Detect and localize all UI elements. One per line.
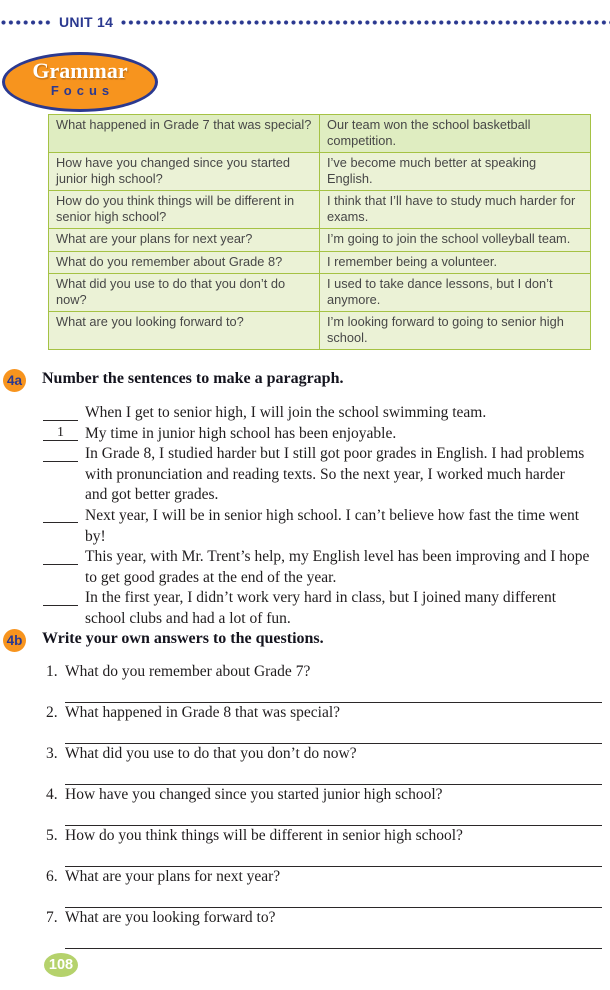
section-4b-title: Write your own answers to the questions. bbox=[42, 630, 324, 647]
table-question-cell: What do you remember about Grade 8? bbox=[49, 251, 320, 274]
question-text: What do you remember about Grade 7? bbox=[65, 663, 311, 680]
section-4b bbox=[0, 628, 610, 949]
section-4b-badge: 4b bbox=[3, 629, 26, 652]
section-4a bbox=[0, 368, 610, 630]
sentence-item bbox=[43, 588, 598, 629]
dotted-line bbox=[0, 19, 52, 26]
table-question-cell: What are your plans for next year? bbox=[49, 229, 320, 252]
sentence-item bbox=[43, 506, 598, 547]
table-row bbox=[49, 274, 591, 312]
section-4a-title: Number the sentences to make a paragraph. bbox=[42, 370, 344, 387]
unit-title: UNIT 14 bbox=[59, 14, 114, 30]
question-number: 2. bbox=[46, 704, 58, 721]
table-question-cell: What are you looking forward to? bbox=[49, 312, 320, 350]
question-line bbox=[46, 908, 602, 928]
table-row bbox=[49, 191, 591, 229]
question-line bbox=[46, 826, 602, 846]
dotted-line bbox=[120, 19, 610, 26]
answer-line-input[interactable] bbox=[65, 887, 602, 908]
answer-line-input[interactable] bbox=[65, 928, 602, 949]
question-block bbox=[46, 703, 602, 744]
sentence-text: In Grade 8, I studied harder but I still got poor grades in English. I had problems with pronunciation and reading texts. So the next year, I worked much harder and got better grades. bbox=[85, 445, 585, 504]
question-block bbox=[46, 908, 602, 949]
question-text: What are you looking forward to? bbox=[65, 909, 276, 926]
question-block bbox=[46, 744, 602, 785]
grammar-focus-subtitle: Focus bbox=[50, 83, 115, 98]
page-number-badge bbox=[44, 953, 78, 977]
table-row bbox=[49, 229, 591, 252]
table-answer-cell: I’m looking forward to going to senior high school. bbox=[320, 312, 591, 350]
question-text: How have you changed since you started junior high school? bbox=[65, 786, 443, 803]
table-question-cell: How do you think things will be different in senior high school? bbox=[49, 191, 320, 229]
grammar-table bbox=[48, 114, 591, 350]
question-line bbox=[46, 744, 602, 764]
answer-line-input[interactable] bbox=[65, 723, 602, 744]
answer-line-input[interactable] bbox=[65, 682, 602, 703]
sentence-list bbox=[43, 403, 598, 630]
grammar-focus-badge bbox=[2, 52, 158, 112]
sentence-item bbox=[43, 547, 598, 588]
number-blank-input[interactable] bbox=[43, 444, 78, 462]
sentence-text: In the first year, I didn’t work very hard in class, but I joined many different school clubs and had a lot of fun. bbox=[85, 589, 556, 627]
table-row bbox=[49, 115, 591, 153]
page-number: 108 bbox=[48, 957, 74, 973]
question-text: What happened in Grade 8 that was special? bbox=[65, 704, 341, 721]
table-row bbox=[49, 251, 591, 274]
question-number: 7. bbox=[46, 909, 58, 926]
sentence-text: My time in junior high school has been enjoyable. bbox=[85, 424, 397, 442]
answer-line-input[interactable] bbox=[65, 764, 602, 785]
question-block bbox=[46, 867, 602, 908]
question-text: What did you use to do that you don’t do now? bbox=[65, 745, 357, 762]
section-4a-badge: 4a bbox=[3, 369, 26, 392]
answer-line-input[interactable] bbox=[65, 846, 602, 867]
table-question-cell: How have you changed since you started junior high school? bbox=[49, 153, 320, 191]
unit-header bbox=[0, 16, 610, 28]
table-answer-cell: I used to take dance lessons, but I don’t anymore. bbox=[320, 274, 591, 312]
question-line bbox=[46, 785, 602, 805]
sentence-text: This year, with Mr. Trent’s help, my English level has been improving and I hope to get good grades at the end of the year. bbox=[85, 548, 590, 586]
question-block bbox=[46, 662, 602, 703]
answer-line-input[interactable] bbox=[65, 805, 602, 826]
question-text: How do you think things will be different in senior high school? bbox=[65, 827, 463, 844]
table-answer-cell: Our team won the school basketball competition. bbox=[320, 115, 591, 153]
table-row bbox=[49, 153, 591, 191]
table-answer-cell: I remember being a volunteer. bbox=[320, 251, 591, 274]
question-line bbox=[46, 867, 602, 887]
table-answer-cell: I’ve become much better at speaking English. bbox=[320, 153, 591, 191]
number-blank-input[interactable] bbox=[43, 506, 78, 524]
number-blank-input[interactable] bbox=[43, 403, 78, 421]
question-number: 6. bbox=[46, 868, 58, 885]
number-blank-input[interactable] bbox=[43, 588, 78, 606]
table-answer-cell: I’m going to join the school volleyball team. bbox=[320, 229, 591, 252]
question-number: 4. bbox=[46, 786, 58, 803]
question-block bbox=[46, 826, 602, 867]
sentence-text: When I get to senior high, I will join the school swimming team. bbox=[85, 404, 487, 421]
question-list bbox=[46, 662, 602, 949]
question-block bbox=[46, 785, 602, 826]
question-line bbox=[46, 703, 602, 723]
sentence-item bbox=[43, 403, 598, 424]
sentence-item bbox=[43, 424, 598, 445]
number-blank-input[interactable]: 1 bbox=[43, 424, 78, 442]
table-answer-cell: I think that I’ll have to study much harder for exams. bbox=[320, 191, 591, 229]
table-question-cell: What did you use to do that you don’t do now? bbox=[49, 274, 320, 312]
sentence-item bbox=[43, 444, 598, 506]
question-number: 1. bbox=[46, 663, 58, 680]
question-number: 3. bbox=[46, 745, 58, 762]
question-line bbox=[46, 662, 602, 682]
number-blank-input[interactable] bbox=[43, 547, 78, 565]
table-question-cell: What happened in Grade 7 that was special? bbox=[49, 115, 320, 153]
question-number: 5. bbox=[46, 827, 58, 844]
table-row bbox=[49, 312, 591, 350]
sentence-text: Next year, I will be in senior high school. I can’t believe how fast the time went by! bbox=[85, 506, 580, 545]
question-text: What are your plans for next year? bbox=[65, 868, 281, 885]
grammar-focus-title: Grammar bbox=[32, 58, 128, 83]
